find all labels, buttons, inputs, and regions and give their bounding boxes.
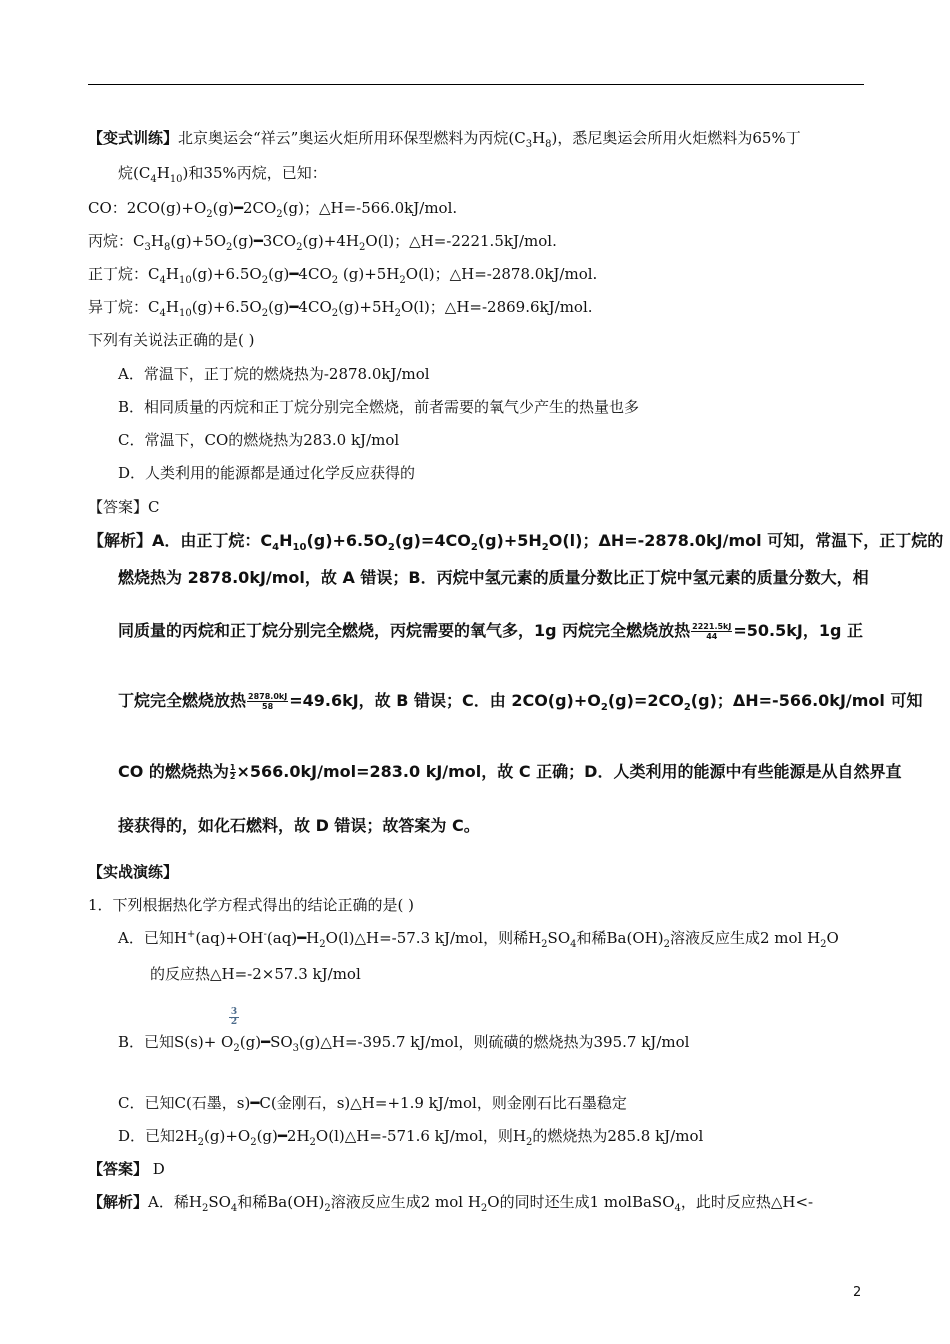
- variation-analysis-line-4: 丁烷完全燃烧放热 $\frac{2878.0kJ}{58}$ =49.6kJ，故 B 错误；C．由 $2CO(g)+O_2(g)=2CO_2(g)$；ΔH=-566.0kJ/mol 可知: [118, 691, 923, 714]
- fraction-three-halves: 3 2: [230, 1007, 238, 1027]
- equation-n-butane: 正丁烷：$C_4H_{10}(g)+6.5O_2(g)━4CO_2$ $(g)+5H_2O(l)$；△H=-2878.0kJ/mol.: [88, 265, 598, 286]
- variation-analysis-line-1: 【解析】A．由正丁烷：$C_4H_{10}(g)+6.5O_2(g)=4CO_2(g)+5H_2O(l)$；ΔH=-2878.0kJ/mol 可知，常温下，正丁烷的: [88, 531, 944, 554]
- variation-option-a: A．常温下，正丁烷的燃烧热为-2878.0kJ/mol: [118, 365, 430, 383]
- variation-analysis-line-3: 同质量的丙烷和正丁烷分别完全燃烧，丙烷需要的氧气多，1g 丙烷完全燃烧放热 $\frac{2221.5kJ}{44}$ =50.5kJ，1g 正: [118, 621, 863, 641]
- variation-analysis-line-2: 燃烧热为 2878.0kJ/mol，故 A 错误；B．丙烷中氢元素的质量分数比正丁烷中氢元素的质量分数大，相: [118, 568, 869, 587]
- practice-analysis: 【解析】A．稀$H_2SO_4$和稀$Ba(OH)_2$溶液反应生成2 mol $H_2O$的同时还生成1 molBaSO$_4$，此时反应热△H<-: [88, 1193, 814, 1214]
- variation-intro-line-1: 【变式训练】北京奥运会“祥云”奥运火炬所用环保型燃料为丙烷$(C_3H_8)$，悉尼奥运会所用火炬燃料为65%丁: [88, 129, 801, 150]
- variation-option-b: B．相同质量的丙烷和正丁烷分别完全燃烧，前者需要的氧气少产生的热量也多: [118, 398, 640, 416]
- practice-question: 1．下列根据热化学方程式得出的结论正确的是( ): [88, 896, 415, 914]
- fraction-propane-heat: $\frac{2221.5kJ}{44}$: [692, 622, 732, 641]
- variation-analysis-line-6: 接获得的，如化石燃料，故 D 错误；故答案为 C。: [118, 816, 480, 835]
- fraction-one-half: $\frac{1}{2}$: [229, 763, 236, 781]
- variation-answer: [88, 497, 160, 517]
- fraction-butane-heat: $\frac{2878.0kJ}{58}$: [248, 692, 288, 711]
- answer-value: C: [148, 498, 160, 516]
- equation-isobutane: 异丁烷：$C_4H_{10}(g)+6.5O_2(g)━4CO_2(g)+5H_2O(l)$；△H=-2869.6kJ/mol.: [88, 298, 593, 319]
- practice-option-c: C．已知C(石墨，s)━C(金刚石，s)△H=+1.9 kJ/mol，则金刚石比石墨稳定: [118, 1094, 627, 1112]
- variation-heading: 【变式训练】: [88, 129, 179, 147]
- variation-question: 下列有关说法正确的是( ): [88, 331, 255, 349]
- answer-label: 【答案】: [88, 498, 149, 516]
- practice-answer-value: D: [148, 1160, 165, 1178]
- practice-answer: [88, 1159, 165, 1179]
- practice-option-d: D．已知$2H_2(g)+O_2(g)━2H_2O(l)\triangle H=-571.6$ kJ/mol，则$H_2$的燃烧热为285.8 kJ/mol: [118, 1127, 704, 1148]
- page-number: 2: [853, 1285, 862, 1300]
- practice-option-a-line-2: 的反应热△H=-2×57.3 kJ/mol: [150, 965, 361, 983]
- practice-analysis-label: 【解析】: [88, 1193, 149, 1211]
- equation-co: CO：$2CO(g)+O_2(g)━2CO_2(g)$；△H=-566.0kJ/mol.: [88, 199, 458, 220]
- variation-analysis-line-5: CO 的燃烧热为 $\frac{1}{2}$ ×566.0kJ/mol=283.0 kJ/mol，故 C 正确；D．人类利用的能源中有些能源是从自然界直: [118, 762, 902, 781]
- analysis-label: 【解析】: [88, 531, 153, 550]
- practice-heading: 【实战演练】: [88, 863, 179, 881]
- header-rule: [88, 84, 864, 85]
- variation-option-c: C．常温下，CO的燃烧热为283.0 kJ/mol: [118, 431, 400, 449]
- variation-intro-line-2: 烷$(C_4H_{10})$和35%丙烷，已知：: [118, 164, 327, 185]
- variation-option-d: D．人类利用的能源都是通过化学反应获得的: [118, 464, 416, 482]
- practice-option-a-line-1: A．已知$H^+(aq)+OH^-(aq)━H_2O(l)\triangle H=-57.3$ kJ/mol，则稀$H_2SO_4$和稀$Ba(OH)_2$溶液反应生成2 mol $H_2O$: [118, 929, 839, 950]
- practice-answer-label: 【答案】: [88, 1160, 149, 1178]
- equation-propane: 丙烷：$C_3H_8(g)+5O_2(g)━3CO_2(g)+4H_2O(l)$；△H=-2221.5kJ/mol.: [88, 232, 557, 253]
- practice-option-b: B．已知$S(s)+ O_2(g)━SO_3(g)\triangle H=-395.7$ kJ/mol，则硫磺的燃烧热为395.7 kJ/mol: [118, 1033, 690, 1054]
